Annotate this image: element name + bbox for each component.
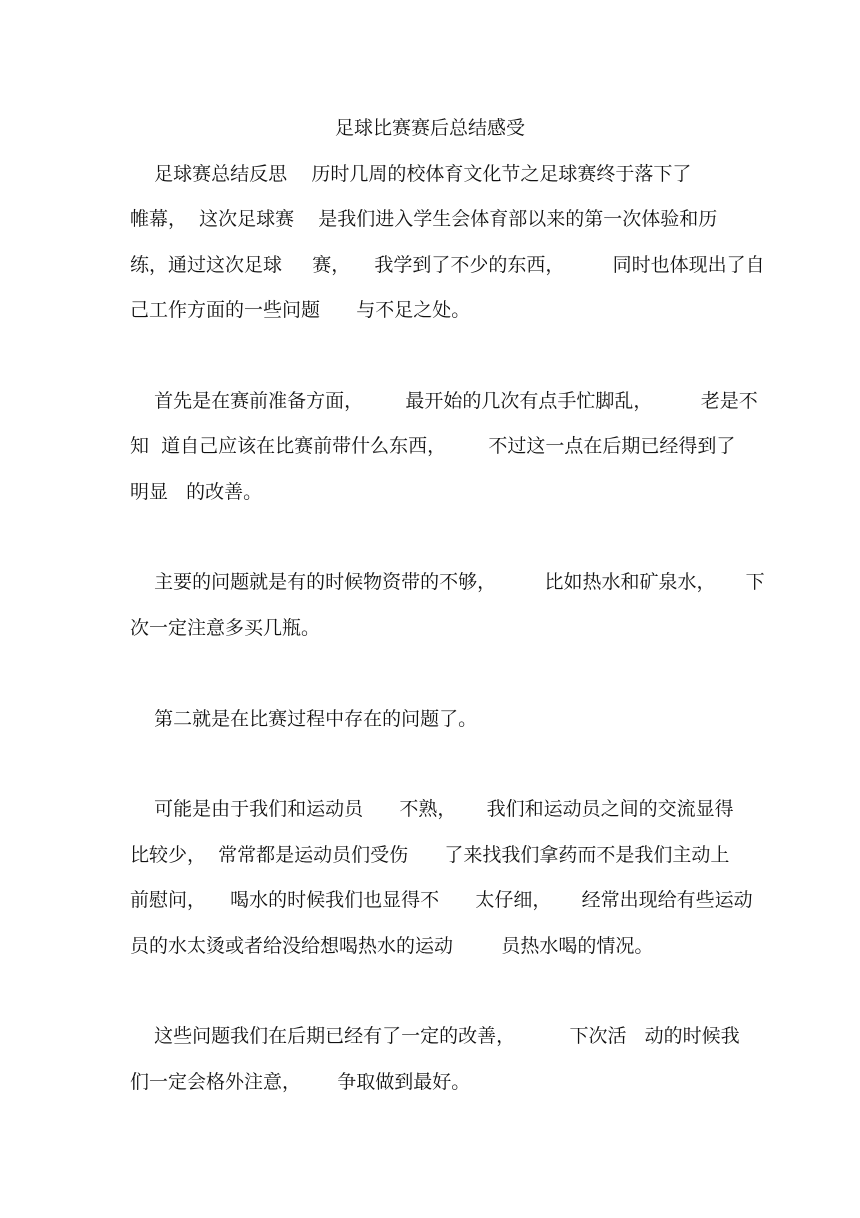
paragraph-line: 员的水太烫或者给没给想喝热水的运动 员热水喝的情况。 — [130, 935, 654, 957]
paragraph-line: 次一定注意多买几瓶。 — [130, 617, 321, 639]
paragraph-line: 明显 的改善。 — [130, 481, 263, 503]
paragraph-line: 第二就是在比赛过程中存在的问题了。 — [130, 708, 478, 730]
paragraph-line: 帷幕， 这次足球赛 是我们进入学生会体育部以来的第一次体验和历 — [130, 208, 718, 230]
paragraph-line: 首先是在赛前准备方面， 最开始的几次有点手忙脚乱， 老是不 — [130, 390, 758, 412]
document-title: 足球比赛赛后总结感受 — [334, 117, 525, 139]
paragraph-line: 练，通过这次足球 赛， 我学到了不少的东西， 同时也体现出了自 — [130, 254, 765, 276]
paragraph-line: 主要的问题就是有的时候物资带的不够， 比如热水和矿泉水， 下 — [130, 571, 765, 593]
paragraph-line: 可能是由于我们和运动员 不熟， 我们和运动员之间的交流显得 — [130, 798, 734, 820]
paragraph-line: 这些问题我们在后期已经有了一定的改善， 下次活 动的时候我 — [130, 1025, 740, 1047]
paragraph-line: 们一定会格外注意， 争取做到最好。 — [130, 1071, 471, 1093]
paragraph-line: 比较少， 常常都是运动员们受伤 了来找我们拿药而不是我们主动上 — [130, 844, 730, 866]
paragraph-line: 前慰问， 喝水的时候我们也显得不 太仔细， 经常出现给有些运动 — [130, 889, 753, 911]
paragraph-line: 己工作方面的一些问题 与不足之处。 — [130, 299, 471, 321]
paragraph-line: 知 道自己应该在比赛前带什么东西， 不过这一点在后期已经得到了 — [130, 435, 736, 457]
paragraph-line: 足球赛总结反思 历时几周的校体育文化节之足球赛终于落下了 — [130, 163, 692, 185]
